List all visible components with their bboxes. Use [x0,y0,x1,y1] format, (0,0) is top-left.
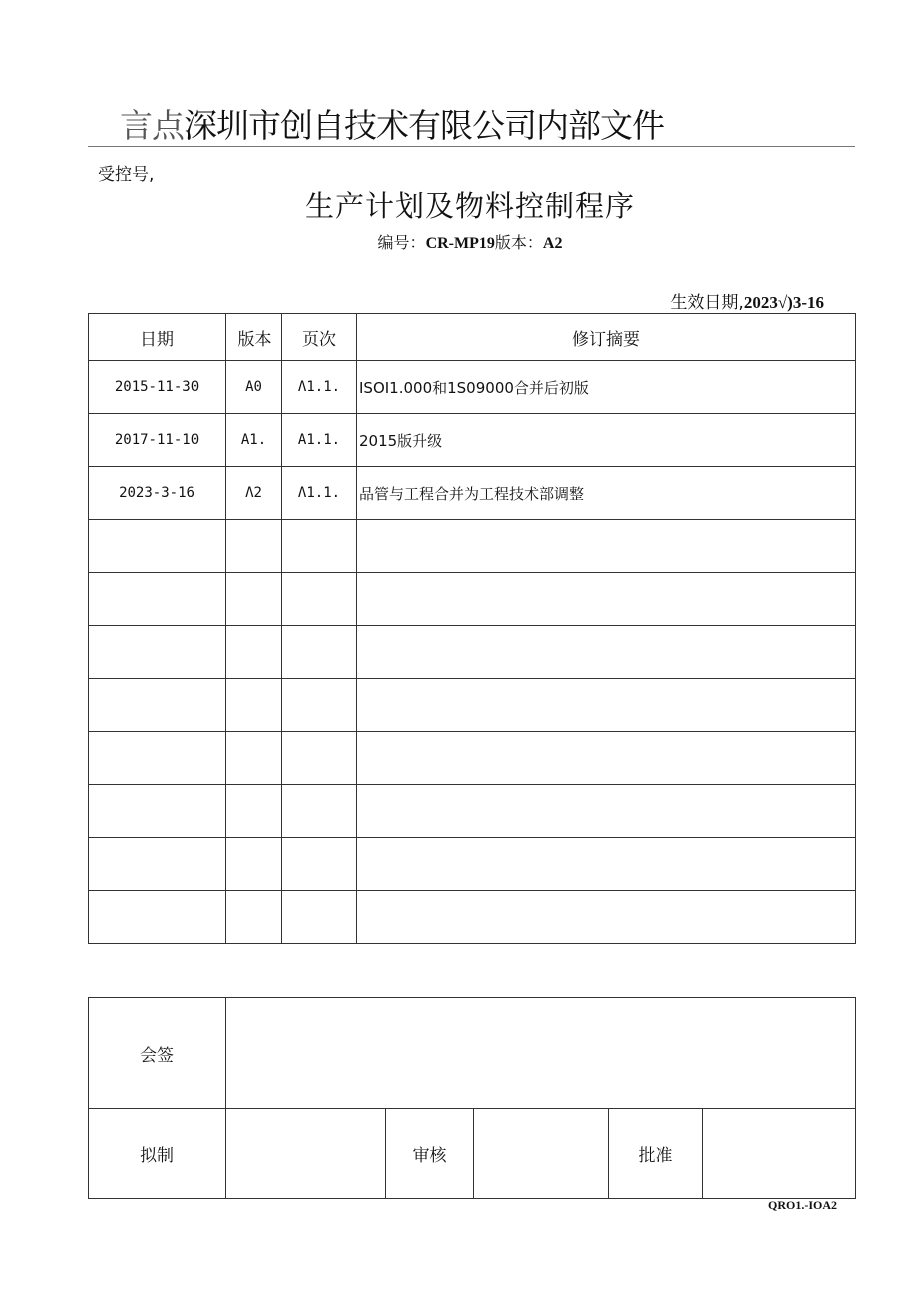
cell-version: A1. [226,414,282,467]
cell-page [282,891,357,944]
cell-version [226,838,282,891]
cell-version [226,626,282,679]
cell-summary [357,626,856,679]
drafted-label: 拟制 [89,1109,226,1199]
table-row [89,732,856,785]
cell-page [282,573,357,626]
table-row [89,520,856,573]
cell-summary: 2015版升级 [357,414,856,467]
cell-page [282,785,357,838]
cell-version: Λ2 [226,467,282,520]
cell-summary [357,732,856,785]
approved-label: 批准 [609,1109,703,1199]
header-summary: 修订摘要 [357,314,856,361]
effective-date [670,288,824,313]
header-date: 日期 [89,314,226,361]
cell-date: 2017-11-10 [89,414,226,467]
cell-page: Λ1.1. [282,361,357,414]
cell-date [89,891,226,944]
code-label: 编号： [377,233,426,252]
cell-date [89,520,226,573]
company-header [120,100,664,147]
cell-date: 2015-11-30 [89,361,226,414]
header-version: 版本 [226,314,282,361]
cell-date [89,838,226,891]
cell-version [226,520,282,573]
cell-summary [357,838,856,891]
table-row [89,679,856,732]
cell-page: A1.1. [282,414,357,467]
cell-page [282,838,357,891]
controlled-number-label: 受控号, [98,165,155,185]
header-divider [88,146,855,147]
cell-summary [357,785,856,838]
cell-page [282,626,357,679]
table-row [89,414,856,467]
reviewed-label: 审核 [386,1109,474,1199]
table-row [89,891,856,944]
table-row [89,467,856,520]
countersign-field[interactable] [226,998,856,1109]
cell-summary: 品管与工程合并为工程技术部调整 [357,467,856,520]
document-title: 生产计划及物料控制程序 [304,189,635,223]
version-value: A2 [542,235,563,252]
cell-version: A0 [226,361,282,414]
approval-row [89,1109,856,1199]
table-header-row [89,314,856,361]
reviewed-field[interactable] [474,1109,609,1199]
cell-date [89,573,226,626]
countersign-label: 会签 [89,998,226,1109]
cell-summary [357,520,856,573]
table-row [89,785,856,838]
cell-date [89,626,226,679]
revision-history-table [88,313,856,944]
cell-version [226,891,282,944]
table-row [89,626,856,679]
company-name: 深圳市创自技术有限公司内部文件 [184,106,664,145]
countersign-row [89,998,856,1109]
signoff-table [88,997,856,1199]
effective-date-label: 生效日期, [670,293,744,313]
cell-summary [357,573,856,626]
cell-page [282,679,357,732]
cell-version [226,573,282,626]
cell-version [226,785,282,838]
cell-summary: ISOI1.000和1S09000合并后初版 [357,361,856,414]
cell-page [282,732,357,785]
cell-page [282,520,357,573]
table-row [89,361,856,414]
cell-summary [357,679,856,732]
header-page: 页次 [282,314,357,361]
table-row [89,573,856,626]
drafted-field[interactable] [226,1109,386,1199]
company-logo-text: 言点 [120,106,184,145]
cell-version [226,679,282,732]
table-row [89,838,856,891]
cell-version [226,732,282,785]
code-value: CR-MP19 [425,235,495,252]
cell-date [89,679,226,732]
version-label: 版本： [494,233,543,252]
cell-date [89,785,226,838]
approved-field[interactable] [703,1109,856,1199]
document-code-line [0,230,920,253]
cell-date [89,732,226,785]
effective-date-value: 2023√)3-16 [743,293,824,312]
cell-date: 2023-3-16 [89,467,226,520]
form-code: QRO1.-IOA2 [768,1198,837,1212]
cell-page: Λ1.1. [282,467,357,520]
cell-summary [357,891,856,944]
